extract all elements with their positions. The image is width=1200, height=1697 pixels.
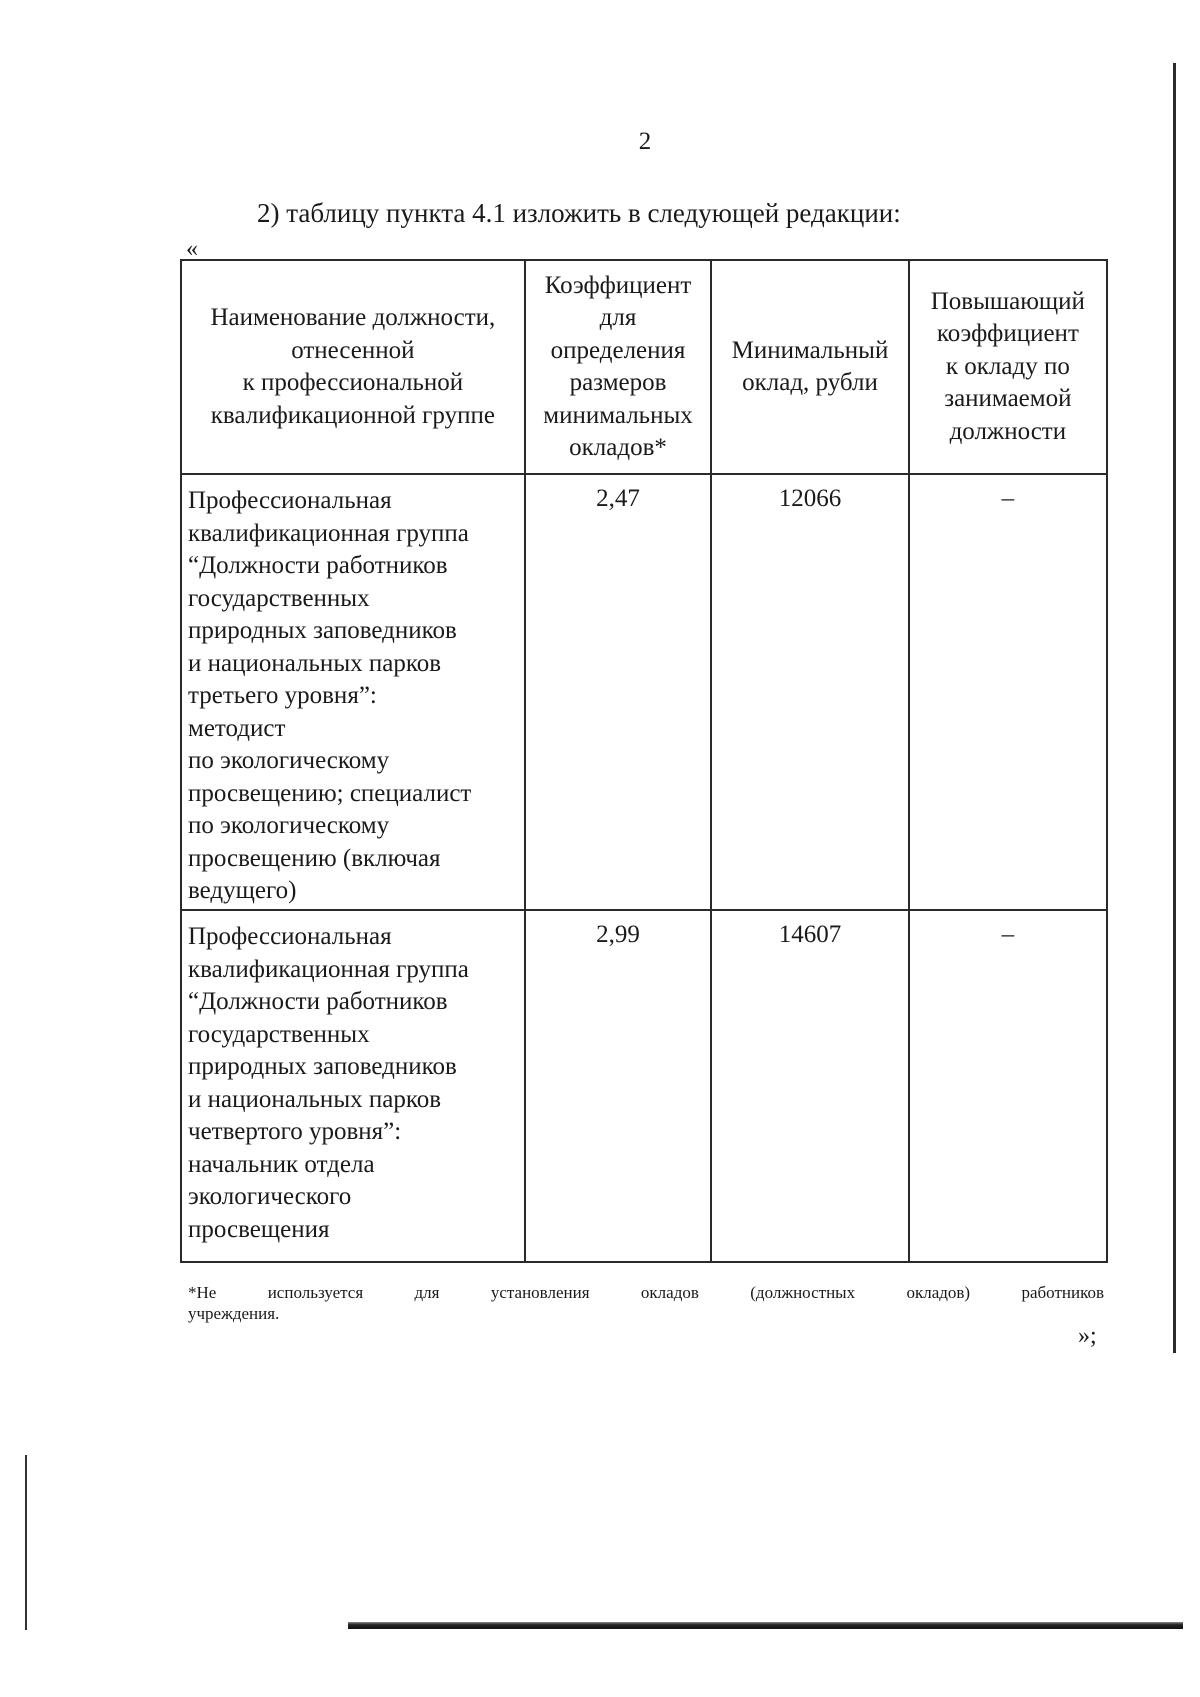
close-quote: »; xyxy=(1078,1323,1097,1349)
header-coefficient: Коэффициент для определения размеров минимальных окладов* xyxy=(525,260,712,474)
cell-min-salary: 14607 xyxy=(711,910,908,1262)
cell-position-name: Профессиональная квалификационная группа “Должности работников государственных природных заповедников и национальных парков четвертого уровня”: начальник отдела экологического просвещения xyxy=(181,910,525,1262)
open-quote: « xyxy=(186,236,198,262)
header-min-salary: Минимальный оклад, рубли xyxy=(711,260,908,474)
salary-table xyxy=(180,259,1108,1263)
intro-text: 2) таблицу пункта 4.1 изложить в следующей редакции: xyxy=(257,198,901,228)
footnote-continuation: учреждения. xyxy=(188,1304,280,1323)
cell-raising-coefficient: – xyxy=(909,910,1107,1262)
page-number: 2 xyxy=(638,128,652,155)
scan-edge-line xyxy=(348,1622,1183,1629)
cell-coefficient: 2,99 xyxy=(525,910,712,1262)
table-row xyxy=(181,910,1107,1262)
cell-raising-coefficient: – xyxy=(909,474,1107,910)
cell-position-name: Профессиональная квалификационная группа “Должности работников государственных природных заповедников и национальных парков третьего уровня”: методист по экологическому просвещению; специалист по экологическому просвещению (включая ведущего) xyxy=(181,474,525,910)
scan-edge-line xyxy=(25,1455,27,1630)
table-header-row xyxy=(181,260,1107,474)
table-row xyxy=(181,474,1107,910)
header-raising-coefficient: Повышающий коэффициент к окладу по занимаемой должности xyxy=(909,260,1107,474)
cell-min-salary: 12066 xyxy=(711,474,908,910)
scan-edge-line xyxy=(1173,63,1176,1353)
cell-coefficient: 2,47 xyxy=(525,474,712,910)
footnote: *Не используется для установления окладов (должностных окладов) работников xyxy=(188,1283,1104,1302)
header-position-name: Наименование должности, отнесенной к профессиональной квалификационной группе xyxy=(181,260,525,474)
